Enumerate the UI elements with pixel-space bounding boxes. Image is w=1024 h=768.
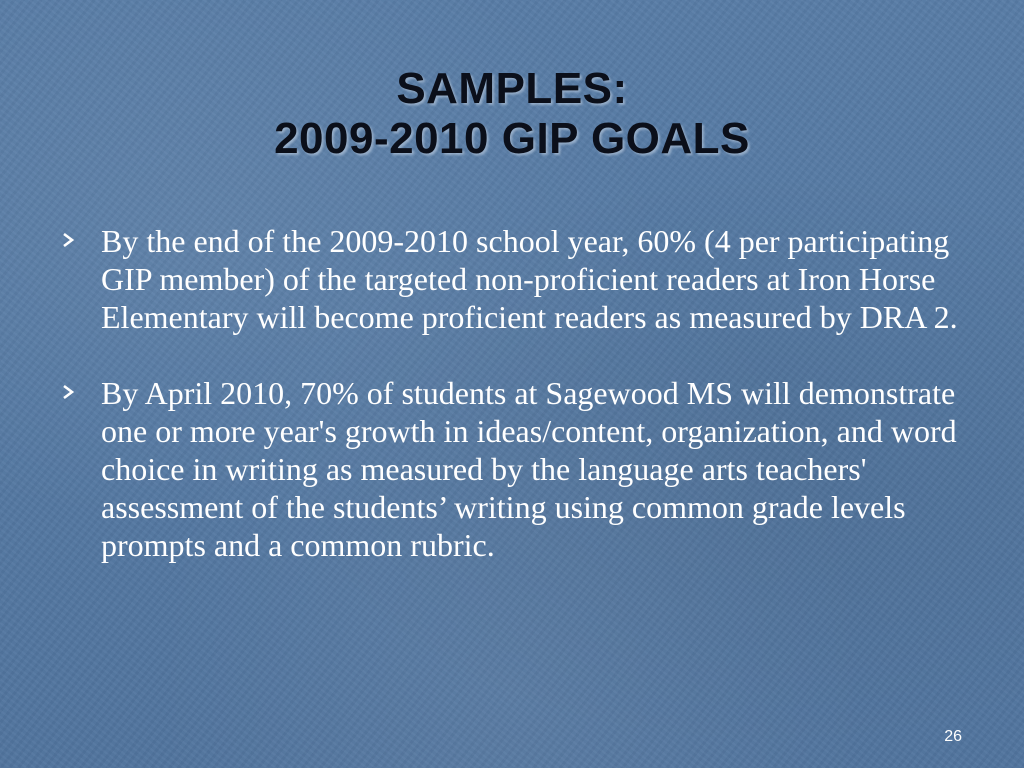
bullet-list <box>60 222 970 564</box>
bullet-text: By April 2010, 70% of students at Sagewood MS will demonstrate one or more year's growth in ideas/content, organization, and word choice in writing as measured by the language arts teachers' assessment of the students’ writing using common grade levels prompts and a common rubric. <box>101 375 957 563</box>
title-line-2: 2009-2010 GIP GOALS <box>274 114 750 163</box>
bullet-text: By the end of the 2009-2010 school year, 60% (4 per participating GIP member) of the targeted non-proficient readers at Iron Horse Elementary will become proficient readers as measured by DRA 2. <box>101 223 958 335</box>
bullet-item-2 <box>60 374 970 564</box>
bullet-item-1 <box>60 222 970 336</box>
arrow-bullet-icon <box>62 384 76 400</box>
arrow-bullet-icon <box>62 232 76 248</box>
page-number: 26 <box>944 728 962 745</box>
slide-title <box>0 64 1024 164</box>
title-line-1: SAMPLES: <box>396 64 628 113</box>
